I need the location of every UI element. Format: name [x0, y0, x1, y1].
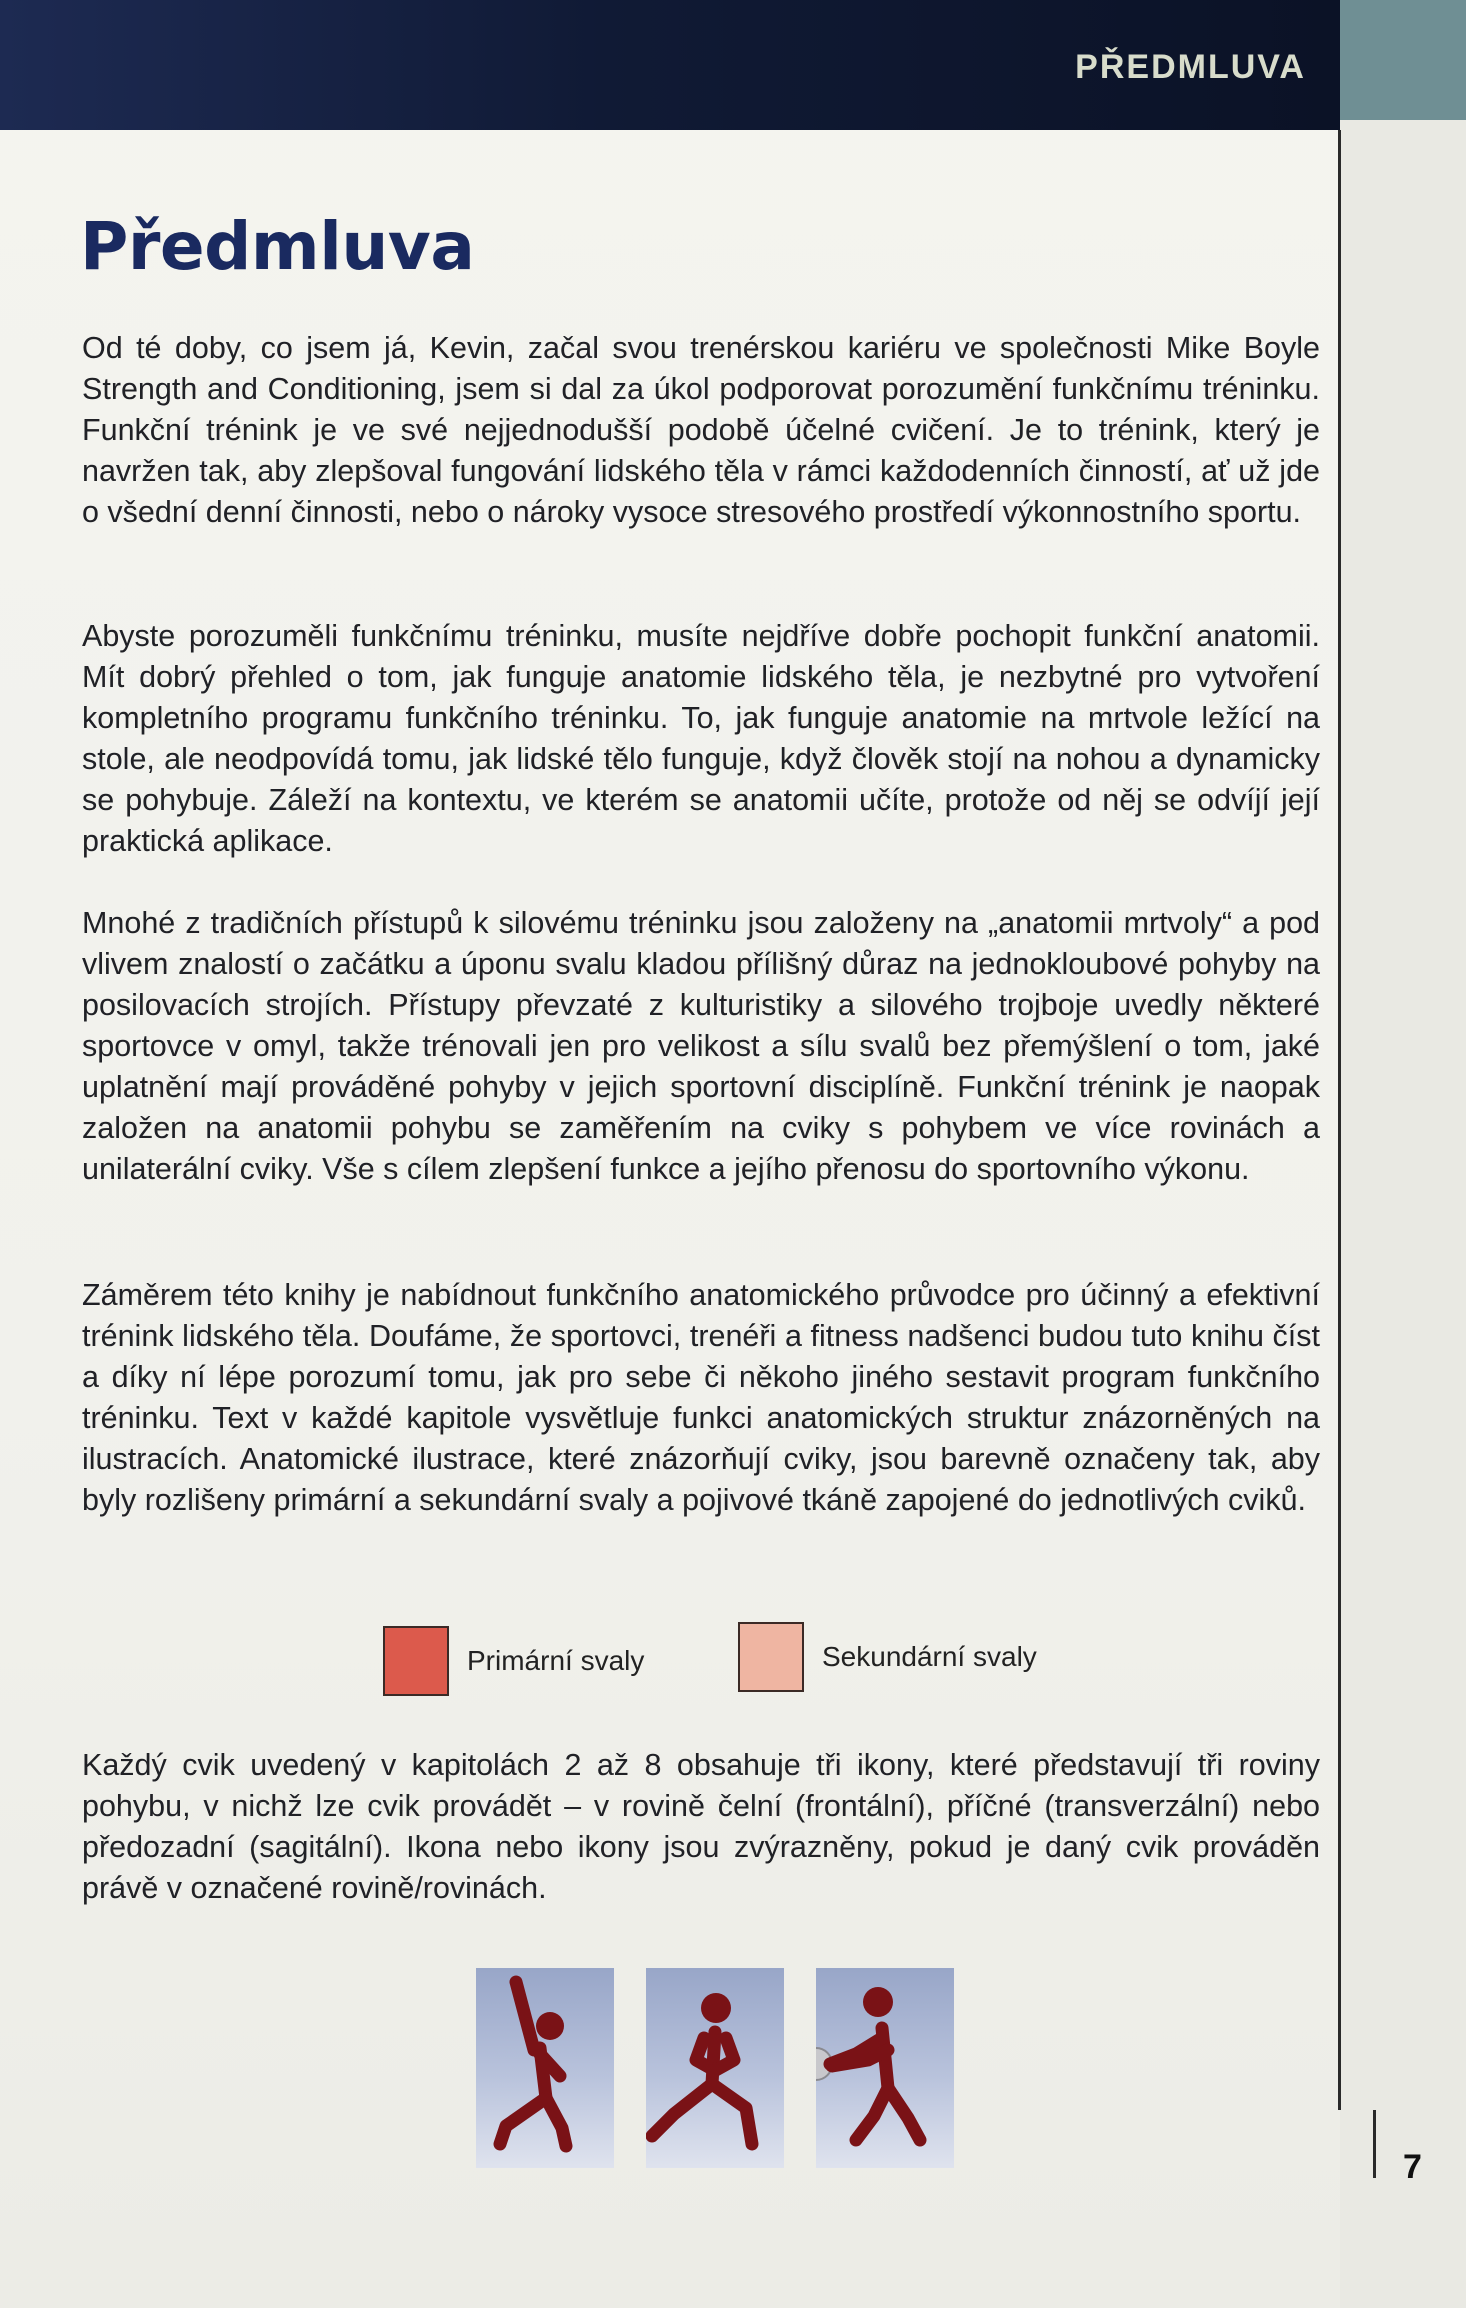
transverse-plane-icon: [646, 1968, 784, 2168]
primary-muscle-swatch: [383, 1626, 449, 1696]
legend-label: Sekundární svaly: [822, 1641, 1037, 1672]
paragraph-5: Každý cvik uvedený v kapitolách 2 až 8 obsahuje tři ikony, které představují tři roviny pohybu, v nichž lze cvik provádět – v rovině čelní (frontální), příčné (transverzální) nebo předozadní (sagitální). Ikona nebo ikony jsou zvýrazněny, pokud je daný cvik prováděn právě v označené rovině/rovinách.: [82, 1748, 1320, 1905]
adjacent-page-edge: [1340, 0, 1466, 120]
margin-rule: [1338, 130, 1341, 2110]
chapter-header-bar: [0, 0, 1340, 130]
paragraph-1: Od té doby, co jsem já, Kevin, začal svou trenérskou kariéru ve společnosti Mike Boyle Strength and Conditioning, jsem si dal za úkol podporovat porozumění funkčnímu tréninku. Funkční trénink je ve své nejjednodušší podobě účelné cvičení. Je to trénink, který je navržen tak, aby zlepšoval fungování lidského těla v rámci každodenních činností, ať už jde o všední denní činnosti, nebo o nároky vysoce stresového prostředí výkonnostního sportu.: [82, 331, 1320, 529]
section-label: PŘEDMLUVA: [1075, 48, 1306, 86]
legend-label: Primární svaly: [467, 1645, 645, 1676]
movement-plane-icons: [476, 1968, 954, 2168]
frontal-plane-icon: [476, 1968, 614, 2168]
page-title: Předmluva: [80, 208, 475, 285]
page-number: 7: [1403, 2148, 1422, 2186]
paragraph-2: Abyste porozuměli funkčnímu tréninku, musíte nejdříve dobře pochopit funkční anatomii. Mít dobrý přehled o tom, jak funguje anatomie lidského těla, je nezbytné pro vytvoření kompletního programu funkčního tréninku. To, jak funguje anatomie na mrtvole ležící na stole, ale neodpovídá tomu, jak lidské tělo funguje, když člověk stojí na nohou a dynamicky se pohybuje. Záleží na kontextu, ve kterém se anatomii učíte, protože od něj se odvíjí její praktická aplikace.: [82, 619, 1320, 858]
legend-primary-muscles: [383, 1626, 644, 1696]
footer-rule: [1373, 2110, 1376, 2178]
paragraph-4: Záměrem této knihy je nabídnout funkčního anatomického průvodce pro účinný a efektivní trénink lidského těla. Doufáme, že sportovci, trenéři a fitness nadšenci budou tuto knihu číst a díky ní lépe porozumí tomu, jak pro sebe či někoho jiného sestavit program funkčního tréninku. Text v každé kapitole vysvětluje funkci anatomických struktur znázorněných na ilustracích. Anatomické ilustrace, které znázorňují cviky, jsou barevně označeny tak, aby byly rozlišeny primární a sekundární svaly a pojivové tkáně zapojené do jednotlivých cviků.: [82, 1278, 1320, 1517]
paragraph-3: Mnohé z tradičních přístupů k silovému tréninku jsou založeny na „anatomii mrtvoly“ a pod vlivem znalostí o začátku a úponu svalu kladou přílišný důraz na jednokloubové pohyby na posilovacích strojích. Přístupy převzaté z kulturistiky a silového trojboje uvedly některé sportovce v omyl, takže trénovali jen pro velikost a sílu svalů bez přemýšlení o tom, jaké uplatnění mají prováděné pohyby v jejich sportovní disciplíně. Funkční trénink je naopak založen na anatomii pohybu se zaměřením na cviky s pohybem ve více rovinách a unilaterální cviky. Vše s cílem zlepšení funkce a jejího přenosu do sportovního výkonu.: [82, 906, 1320, 1186]
secondary-muscle-swatch: [738, 1622, 804, 1692]
legend-secondary-muscles: [738, 1622, 1037, 1692]
sagittal-plane-icon: [816, 1968, 954, 2168]
